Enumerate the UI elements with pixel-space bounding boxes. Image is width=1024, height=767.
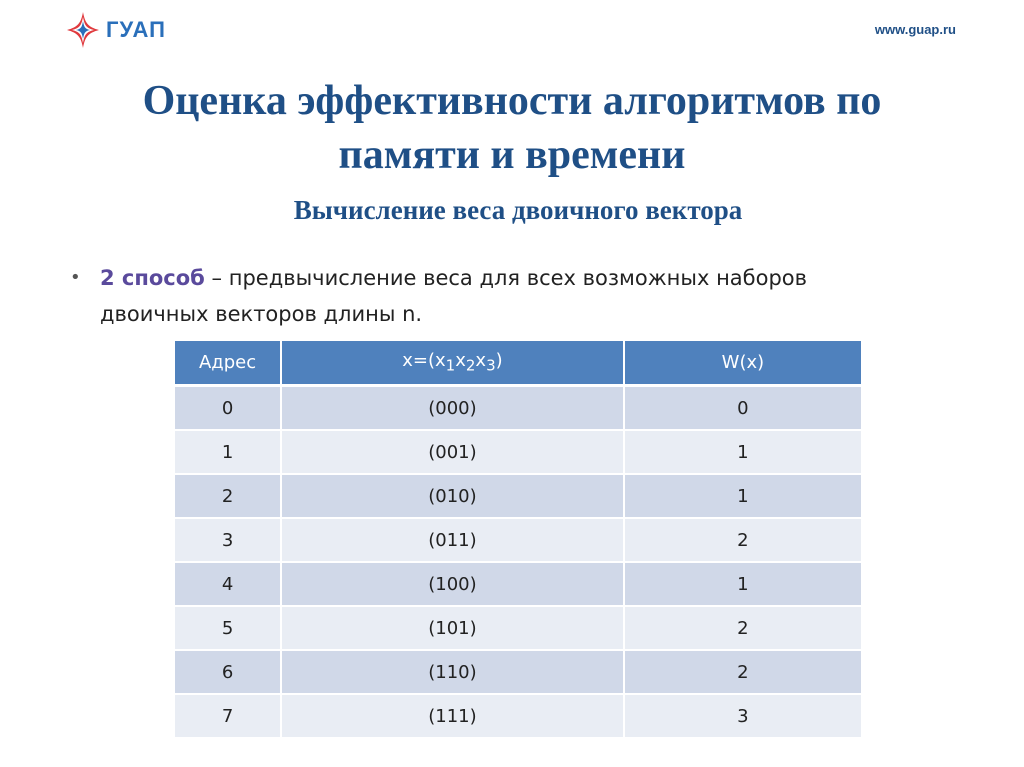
cell-address: 1 (175, 431, 282, 475)
site-url: www.guap.ru (874, 22, 956, 37)
cell-address: 3 (175, 519, 282, 563)
cell-address: 6 (175, 651, 282, 695)
guap-star-icon (66, 11, 100, 49)
cell-vector: (000) (282, 387, 625, 431)
cell-vector: (010) (282, 475, 625, 519)
bullet-item (70, 260, 910, 332)
logo-text: ГУАП (106, 17, 166, 42)
cell-weight: 1 (625, 475, 861, 519)
bullet-text: – предвычисление веса для всех возможных наборов двоичных векторов длины n. (100, 266, 808, 326)
table-row (175, 695, 861, 739)
slide-subtitle: Вычисление веса двоичного вектора (293, 195, 743, 225)
bullet-content (100, 260, 910, 332)
cell-weight: 0 (625, 387, 861, 431)
cell-vector: (110) (282, 651, 625, 695)
title-line-2: памяти и времени (338, 132, 686, 178)
bullet-strong: 2 способ (100, 266, 205, 290)
table-row (175, 607, 861, 651)
cell-vector: (101) (282, 607, 625, 651)
table-row (175, 651, 861, 695)
table-row (175, 387, 861, 431)
table-row (175, 563, 861, 607)
header-address: Адрес (175, 341, 282, 387)
cell-weight: 2 (625, 607, 861, 651)
cell-address: 2 (175, 475, 282, 519)
cell-address: 7 (175, 695, 282, 739)
cell-weight: 1 (625, 431, 861, 475)
table-row (175, 431, 861, 475)
cell-weight: 1 (625, 563, 861, 607)
cell-vector: (001) (282, 431, 625, 475)
weights-table (175, 341, 861, 739)
cell-vector: (100) (282, 563, 625, 607)
cell-vector: (011) (282, 519, 625, 563)
cell-vector: (111) (282, 695, 625, 739)
cell-weight: 2 (625, 651, 861, 695)
cell-address: 4 (175, 563, 282, 607)
table-row (175, 475, 861, 519)
cell-address: 5 (175, 607, 282, 651)
slide-title (40, 74, 984, 182)
header-weight: W(x) (625, 341, 861, 387)
cell-weight: 2 (625, 519, 861, 563)
guap-logo (66, 10, 186, 50)
bullet-dot-icon: • (70, 267, 81, 288)
cell-weight: 3 (625, 695, 861, 739)
cell-address: 0 (175, 387, 282, 431)
header-vector: $x=(x_1x_2x_3)$ (282, 341, 625, 387)
table-header-row (175, 341, 861, 387)
table-row (175, 519, 861, 563)
title-line-1: Оценка эффективности алгоритмов по (142, 78, 882, 124)
